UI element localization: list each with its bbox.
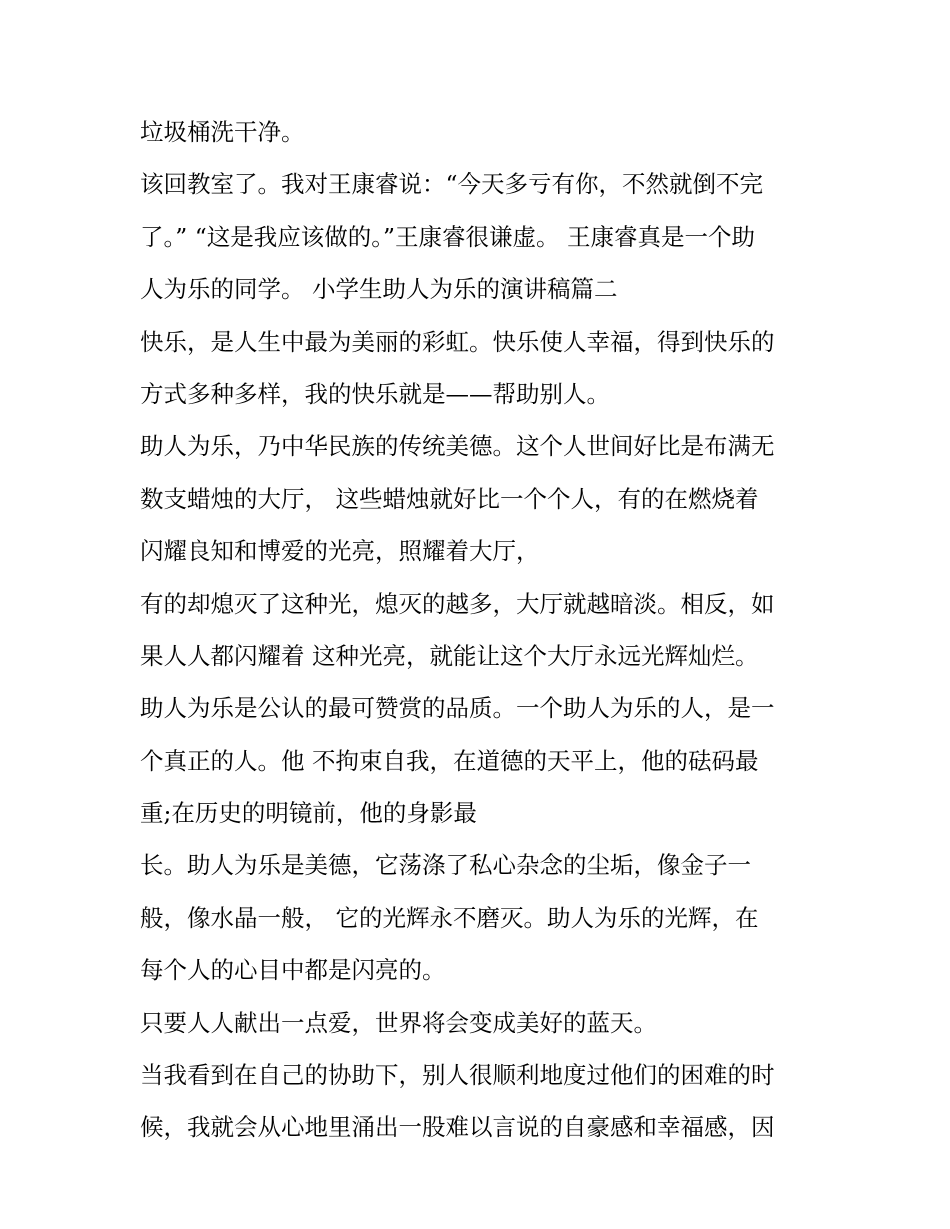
text-line: 有的却熄灭了这种光，熄灭的越多，大厅就越暗淡。相反，如 xyxy=(140,589,775,618)
text-line: 数支蜡烛的大厅， 这些蜡烛就好比一个个人，有的在燃烧着 xyxy=(140,484,759,513)
text-line: 候，我就会从心地里涌出一股难以言说的自豪感和幸福感，因 xyxy=(140,1113,775,1142)
text-line: 当我看到在自己的协助下，别人很顺利地度过他们的困难的时 xyxy=(140,1061,775,1090)
text-line: 果人人都闪耀着 这种光亮，就能让这个大厅永远光辉灿烂。 xyxy=(140,641,759,670)
text-line: 快乐，是人生中最为美丽的彩虹。快乐使人幸福，得到快乐的 xyxy=(140,327,775,356)
document-body xyxy=(140,106,820,1154)
text-line: 助人为乐是公认的最可赞赏的品质。一个助人为乐的人，是一 xyxy=(140,694,775,723)
text-line: 方式多种多样，我的快乐就是——帮助别人。 xyxy=(140,379,610,408)
text-line: 助人为乐，乃中华民族的传统美德。这个人世间好比是布满无 xyxy=(140,432,775,461)
text-line: 长。助人为乐是美德，它荡涤了私心杂念的尘垢，像金子一 xyxy=(140,851,751,880)
text-line: 闪耀良知和博爱的光亮，照耀着大厅， xyxy=(140,537,540,566)
text-line: 只要人人献出一点爱，世界将会变成美好的蓝天。 xyxy=(140,1008,657,1037)
text-line: 该回教室了。我对王康睿说：“今天多亏有你，不然就倒不完 xyxy=(140,170,764,199)
text-line: 垃圾桶洗干净。 xyxy=(140,118,305,146)
text-line: 重;在历史的明镜前，他的身影最 xyxy=(140,799,477,828)
text-line: 每个人的心目中都是闪亮的。 xyxy=(140,956,446,985)
text-line: 个真正的人。他 不拘束自我，在道德的天平上，他的砝码最 xyxy=(140,746,759,775)
text-line: 人为乐的同学。 小学生助人为乐的演讲稿篇二 xyxy=(140,275,618,304)
text-line: 般，像水晶一般， 它的光辉永不磨灭。助人为乐的光辉，在 xyxy=(140,903,759,932)
text-line: 了。” “这是我应该做的。”王康睿很谦虚。 王康睿真是一个助 xyxy=(140,222,755,251)
